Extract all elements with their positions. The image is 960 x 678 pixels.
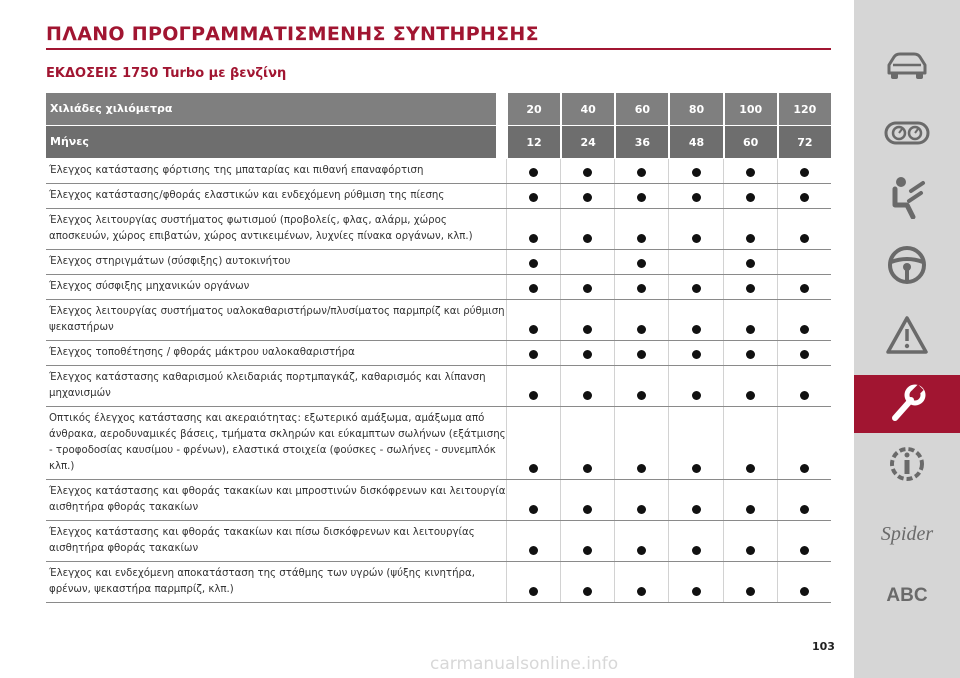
interval-cell: [506, 250, 560, 274]
interval-cell: [560, 250, 614, 274]
spider-logo: Spider: [880, 522, 934, 545]
watermark: carmanualsonline.info: [430, 654, 619, 674]
scheduled-dot-icon: [692, 193, 701, 202]
row-description: Έλεγχος κατάστασης/φθοράς ελαστικών και ενδεχόμενη ρύθμιση της πίεσης: [49, 190, 445, 201]
header-km-value: 80: [668, 93, 722, 125]
scheduled-dot-icon: [529, 325, 538, 334]
scheduled-dot-icon: [746, 325, 755, 334]
scheduled-dot-icon: [637, 193, 646, 202]
interval-cell: [560, 562, 614, 602]
interval-cell: [614, 300, 668, 340]
scheduled-dot-icon: [637, 350, 646, 359]
interval-cell: [560, 341, 614, 365]
interval-cell: [668, 250, 722, 274]
header-month-value: 60: [723, 126, 777, 158]
row-description: Έλεγχος λειτουργίας συστήματος υαλοκαθαριστήρων/πλυσίματος παρμπρίζ και ρύθμιση ψεκαστήρων: [49, 306, 505, 333]
scheduled-dot-icon: [583, 284, 592, 293]
scheduled-dot-icon: [583, 505, 592, 514]
scheduled-dot-icon: [692, 587, 701, 596]
scheduled-dot-icon: [583, 168, 592, 177]
table-row: [46, 480, 831, 521]
interval-cell: [614, 159, 668, 183]
scheduled-dot-icon: [637, 168, 646, 177]
scheduled-dot-icon: [692, 546, 701, 555]
interval-cell: [506, 521, 560, 561]
sidebar-item-index[interactable]: [854, 567, 960, 625]
scheduled-dot-icon: [746, 234, 755, 243]
scheduled-dot-icon: [583, 587, 592, 596]
interval-cell: [668, 480, 722, 520]
scheduled-dot-icon: [692, 391, 701, 400]
interval-cell: [723, 562, 777, 602]
interval-cell: [506, 159, 560, 183]
header-row-km: [46, 93, 831, 126]
scheduled-dot-icon: [529, 259, 538, 268]
interval-cell: [668, 366, 722, 406]
interval-cell: [560, 209, 614, 249]
scheduled-dot-icon: [637, 284, 646, 293]
interval-cell: [668, 275, 722, 299]
interval-cell: [777, 562, 831, 602]
page-title: ΠΛΑΝΟ ΠΡΟΓΡΑΜΜΑΤΙΣΜΕΝΗΣ ΣΥΝΤΗΡΗΣΗΣ: [46, 23, 539, 45]
interval-cell: [506, 366, 560, 406]
scheduled-dot-icon: [692, 350, 701, 359]
interval-cell: [614, 562, 668, 602]
scheduled-dot-icon: [746, 259, 755, 268]
scheduled-dot-icon: [637, 391, 646, 400]
scheduled-dot-icon: [800, 587, 809, 596]
interval-cell: [777, 480, 831, 520]
interval-cell: [614, 480, 668, 520]
interval-cell: [777, 341, 831, 365]
scheduled-dot-icon: [529, 464, 538, 473]
interval-cell: [560, 300, 614, 340]
interval-cell: [777, 250, 831, 274]
header-month-value: 36: [614, 126, 668, 158]
table-body: [46, 159, 831, 603]
interval-cell: [614, 250, 668, 274]
row-description: Έλεγχος κατάστασης φόρτισης της μπαταρίας και πιθανή επαναφόρτιση: [49, 165, 424, 176]
interval-cell: [668, 184, 722, 208]
scheduled-dot-icon: [800, 284, 809, 293]
header-month-value: 48: [668, 126, 722, 158]
header-month-value: 12: [506, 126, 560, 158]
scheduled-dot-icon: [692, 234, 701, 243]
interval-cell: [506, 407, 560, 479]
scheduled-dot-icon: [746, 464, 755, 473]
scheduled-dot-icon: [583, 350, 592, 359]
interval-cell: [506, 209, 560, 249]
scheduled-dot-icon: [637, 505, 646, 514]
table-row: [46, 250, 831, 275]
sidebar-item-dashboard[interactable]: [854, 104, 960, 162]
scheduled-dot-icon: [529, 505, 538, 514]
interval-cell: [777, 521, 831, 561]
interval-cell: [668, 159, 722, 183]
scheduled-dot-icon: [800, 325, 809, 334]
header-km-value: 100: [723, 93, 777, 125]
interval-cell: [560, 366, 614, 406]
interval-cell: [614, 341, 668, 365]
interval-cell: [723, 521, 777, 561]
steering-wheel-icon: [886, 244, 928, 286]
interval-cell: [560, 275, 614, 299]
scheduled-dot-icon: [800, 546, 809, 555]
row-description: Έλεγχος στηριγμάτων (σύσφιξης) αυτοκινήτου: [49, 256, 291, 267]
interval-cell: [560, 521, 614, 561]
row-description: Οπτικός έλεγχος κατάστασης και ακεραιότητας: εξωτερικό αμάξωμα, αμάξωμα από άνθρακα, αεροδυναμικές βάσεις, τμήματα σκληρών και εύκαμπτων σωλήνων (εξάτμισης - τροφοδοσίας καυσίμου - φρένων), ελαστικά στοιχεία (φούσκες - σωλήνες - συνεμπλόκ κλπ.): [49, 413, 506, 472]
info-gear-icon: [885, 442, 929, 486]
table-row: [46, 341, 831, 366]
interval-cell: [723, 275, 777, 299]
maintenance-table: [46, 93, 831, 603]
interval-cell: [560, 159, 614, 183]
scheduled-dot-icon: [637, 464, 646, 473]
header-km-label: Χιλιάδες χιλιόμετρα: [46, 93, 496, 125]
chapter-sidebar: [854, 0, 960, 678]
scheduled-dot-icon: [746, 505, 755, 514]
interval-cell: [723, 366, 777, 406]
scheduled-dot-icon: [583, 234, 592, 243]
section-subtitle: ΕΚΔΟΣΕΙΣ 1750 Turbo με βενζίνη: [46, 66, 287, 81]
title-rule: [46, 48, 831, 50]
abc-index-label: ABC: [886, 585, 928, 606]
interval-cell: [777, 366, 831, 406]
table-row: [46, 209, 831, 250]
header-month-value: 24: [560, 126, 614, 158]
interval-cell: [614, 366, 668, 406]
interval-cell: [668, 407, 722, 479]
interval-cell: [777, 209, 831, 249]
header-month-value: 72: [777, 126, 831, 158]
sidebar-item-maintenance[interactable]: [854, 375, 960, 433]
interval-cell: [614, 209, 668, 249]
sidebar-item-steering[interactable]: [854, 236, 960, 294]
scheduled-dot-icon: [692, 325, 701, 334]
interval-cell: [723, 407, 777, 479]
interval-cell: [723, 184, 777, 208]
interval-cell: [614, 275, 668, 299]
header-row-months: [46, 126, 831, 159]
scheduled-dot-icon: [583, 546, 592, 555]
scheduled-dot-icon: [692, 284, 701, 293]
header-km-value: 40: [560, 93, 614, 125]
table-row: [46, 159, 831, 184]
table-row: [46, 275, 831, 300]
sidebar-item-car[interactable]: [854, 37, 960, 95]
scheduled-dot-icon: [800, 193, 809, 202]
row-description: Έλεγχος λειτουργίας συστήματος φωτισμού (προβολείς, φλας, αλάρμ, χώρος αποσκευών, χώρος επιβατών, χώρος αντικειμένων, λυχνίες πίνακα οργάνων, κλπ.): [49, 215, 473, 242]
scheduled-dot-icon: [529, 391, 538, 400]
interval-cell: [723, 341, 777, 365]
header-km-value: 60: [614, 93, 668, 125]
sidebar-item-spider[interactable]: [854, 505, 960, 563]
scheduled-dot-icon: [583, 391, 592, 400]
interval-cell: [668, 341, 722, 365]
scheduled-dot-icon: [529, 546, 538, 555]
interval-cell: [560, 480, 614, 520]
interval-cell: [506, 275, 560, 299]
interval-cell: [777, 184, 831, 208]
warning-triangle-icon: [885, 315, 929, 355]
scheduled-dot-icon: [583, 464, 592, 473]
row-description: Έλεγχος κατάστασης καθαρισμού κλειδαριάς πορτμπαγκάζ, καθαρισμός και λίπανση μηχανισμών: [49, 372, 486, 399]
interval-cell: [506, 300, 560, 340]
interval-cell: [723, 159, 777, 183]
interval-cell: [506, 480, 560, 520]
scheduled-dot-icon: [746, 587, 755, 596]
interval-cell: [614, 521, 668, 561]
table-row: [46, 562, 831, 603]
row-description: Έλεγχος και ενδεχόμενη αποκατάσταση της στάθμης των υγρών (ψύξης κινητήρα, φρένων, ψεκαστήρα παρμπρίζ, κλπ.): [49, 568, 475, 595]
scheduled-dot-icon: [583, 193, 592, 202]
scheduled-dot-icon: [800, 168, 809, 177]
table-row: [46, 366, 831, 407]
interval-cell: [777, 407, 831, 479]
scheduled-dot-icon: [800, 505, 809, 514]
interval-cell: [668, 300, 722, 340]
scheduled-dot-icon: [692, 505, 701, 514]
scheduled-dot-icon: [746, 193, 755, 202]
interval-cell: [506, 184, 560, 208]
scheduled-dot-icon: [529, 193, 538, 202]
scheduled-dot-icon: [800, 350, 809, 359]
row-description: Έλεγχος κατάστασης και φθοράς τακακίων και πίσω δισκόφρενων και λειτουργίας αισθητήρα φθοράς τακακίων: [49, 527, 475, 554]
scheduled-dot-icon: [637, 234, 646, 243]
table-row: [46, 407, 831, 480]
table-row: [46, 300, 831, 341]
interval-cell: [723, 209, 777, 249]
row-description: Έλεγχος κατάστασης και φθοράς τακακίων και μπροστινών δισκόφρενων και λειτουργία αισθητήρα φθοράς τακακίων: [49, 486, 506, 513]
table-row: [46, 184, 831, 209]
interval-cell: [506, 341, 560, 365]
scheduled-dot-icon: [746, 168, 755, 177]
header-months-label: Μήνες: [46, 126, 496, 158]
scheduled-dot-icon: [583, 325, 592, 334]
interval-cell: [777, 275, 831, 299]
interval-cell: [614, 407, 668, 479]
scheduled-dot-icon: [800, 234, 809, 243]
interval-cell: [560, 184, 614, 208]
header-km-value: 20: [506, 93, 560, 125]
car-icon: [884, 51, 930, 81]
scheduled-dot-icon: [746, 350, 755, 359]
page-number: 103: [812, 640, 835, 653]
scheduled-dot-icon: [746, 284, 755, 293]
scheduled-dot-icon: [637, 259, 646, 268]
wrench-icon: [887, 384, 927, 424]
interval-cell: [723, 250, 777, 274]
interval-cell: [723, 300, 777, 340]
scheduled-dot-icon: [800, 464, 809, 473]
seat-safety-icon: [887, 175, 927, 219]
interval-cell: [777, 159, 831, 183]
sidebar-item-info[interactable]: [854, 435, 960, 493]
scheduled-dot-icon: [637, 546, 646, 555]
scheduled-dot-icon: [529, 587, 538, 596]
row-description: Έλεγχος σύσφιξης μηχανικών οργάνων: [49, 281, 250, 292]
table-row: [46, 521, 831, 562]
interval-cell: [560, 407, 614, 479]
header-km-value: 120: [777, 93, 831, 125]
scheduled-dot-icon: [746, 546, 755, 555]
scheduled-dot-icon: [800, 391, 809, 400]
scheduled-dot-icon: [746, 391, 755, 400]
interval-cell: [668, 521, 722, 561]
interval-cell: [777, 300, 831, 340]
row-description: Έλεγχος τοποθέτησης / φθοράς μάκτρου υαλοκαθαριστήρα: [49, 347, 355, 358]
scheduled-dot-icon: [529, 284, 538, 293]
interval-cell: [723, 480, 777, 520]
scheduled-dot-icon: [529, 168, 538, 177]
scheduled-dot-icon: [637, 325, 646, 334]
sidebar-item-warning[interactable]: [854, 306, 960, 364]
scheduled-dot-icon: [692, 464, 701, 473]
interval-cell: [668, 562, 722, 602]
scheduled-dot-icon: [529, 350, 538, 359]
interval-cell: [506, 562, 560, 602]
interval-cell: [614, 184, 668, 208]
interval-cell: [668, 209, 722, 249]
sidebar-item-safety[interactable]: [854, 168, 960, 226]
dashboard-gauges-icon: [883, 118, 931, 148]
scheduled-dot-icon: [692, 168, 701, 177]
scheduled-dot-icon: [637, 587, 646, 596]
scheduled-dot-icon: [529, 234, 538, 243]
